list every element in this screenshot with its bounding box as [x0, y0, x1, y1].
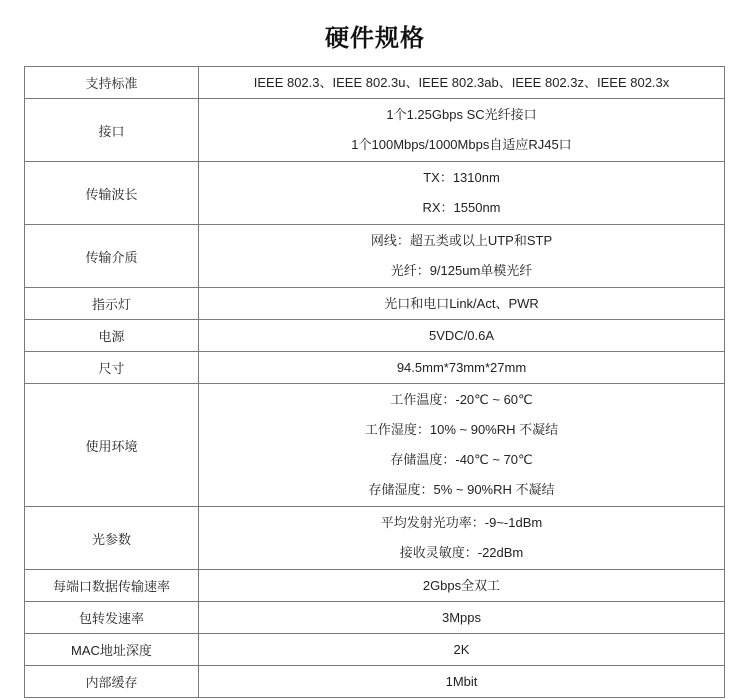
row-value-lines — [199, 602, 724, 633]
row-value — [199, 99, 725, 162]
spec-table-body — [25, 67, 725, 698]
row-value-line: TX：1310nm — [423, 170, 500, 185]
row-value-line: 光口和电口Link/Act、PWR — [384, 296, 539, 311]
table-row — [25, 162, 725, 225]
row-value-line: 光纤：9/125um单模光纤 — [390, 263, 533, 278]
row-label: 指示灯 — [25, 288, 199, 320]
row-value-lines — [199, 67, 724, 98]
row-label: 包转发速率 — [25, 602, 199, 634]
table-row — [25, 225, 725, 288]
row-value-line: 平均发射光功率：-9~-1dBm — [380, 515, 543, 530]
row-value — [199, 507, 725, 570]
row-value-line: 接收灵敏度：-22dBm — [399, 545, 524, 560]
row-value-line: 存储温度：-40℃ ~ 70℃ — [390, 452, 533, 467]
row-label: 内部缓存 — [25, 666, 199, 698]
table-row — [25, 634, 725, 666]
row-label: 尺寸 — [25, 352, 199, 384]
row-value — [199, 352, 725, 384]
row-value-lines — [199, 225, 724, 287]
row-value — [199, 634, 725, 666]
row-value-line: 1个100Mbps/1000Mbps自适应RJ45口 — [351, 137, 572, 152]
table-row — [25, 602, 725, 634]
table-row — [25, 67, 725, 99]
row-value — [199, 666, 725, 698]
row-label: 传输介质 — [25, 225, 199, 288]
spec-table — [24, 66, 725, 698]
row-value-lines — [199, 162, 724, 224]
row-value-line: 工作湿度：10% ~ 90%RH 不凝结 — [364, 422, 559, 437]
table-row — [25, 288, 725, 320]
row-value-lines — [199, 320, 724, 351]
row-value — [199, 288, 725, 320]
row-value-lines — [199, 384, 724, 506]
row-value-line: 94.5mm*73mm*27mm — [396, 360, 527, 375]
row-value-line: 3Mpps — [441, 610, 482, 625]
row-value-lines — [199, 570, 724, 601]
row-label: MAC地址深度 — [25, 634, 199, 666]
table-row — [25, 570, 725, 602]
row-value — [199, 225, 725, 288]
row-value-line: IEEE 802.3、IEEE 802.3u、IEEE 802.3ab、IEEE 802.3z、IEEE 802.3x — [253, 75, 670, 90]
row-value-line: 存储湿度：5% ~ 90%RH 不凝结 — [368, 482, 555, 497]
row-value-lines — [199, 666, 724, 697]
table-row — [25, 666, 725, 698]
row-value-line: RX：1550nm — [422, 200, 501, 215]
table-row — [25, 507, 725, 570]
page-title: 硬件规格 — [325, 25, 425, 52]
row-value-line: 1个1.25Gbps SC光纤接口 — [386, 107, 537, 122]
row-value-lines — [199, 507, 724, 569]
row-value-line: 工作温度：-20℃ ~ 60℃ — [390, 392, 533, 407]
row-value — [199, 162, 725, 225]
row-value-lines — [199, 288, 724, 319]
row-value — [199, 570, 725, 602]
row-value-line: 网线：超五类或以上UTP和STP — [370, 233, 553, 248]
table-row — [25, 352, 725, 384]
row-value — [199, 602, 725, 634]
row-label: 传输波长 — [25, 162, 199, 225]
row-value-lines — [199, 99, 724, 161]
row-value — [199, 67, 725, 99]
row-value — [199, 320, 725, 352]
row-label: 支持标准 — [25, 67, 199, 99]
row-value-line: 2K — [453, 642, 470, 657]
row-value-line: 1Mbit — [445, 674, 478, 689]
row-label: 电源 — [25, 320, 199, 352]
row-value — [199, 384, 725, 507]
row-label: 使用环境 — [25, 384, 199, 507]
table-row — [25, 320, 725, 352]
row-label: 接口 — [25, 99, 199, 162]
row-value-line: 5VDC/0.6A — [428, 328, 495, 343]
row-value-lines — [199, 634, 724, 665]
row-value-lines — [199, 352, 724, 383]
row-label: 每端口数据传输速率 — [25, 570, 199, 602]
table-row — [25, 99, 725, 162]
table-row — [25, 384, 725, 507]
row-label: 光参数 — [25, 507, 199, 570]
row-value-line: 2Gbps全双工 — [422, 578, 501, 593]
